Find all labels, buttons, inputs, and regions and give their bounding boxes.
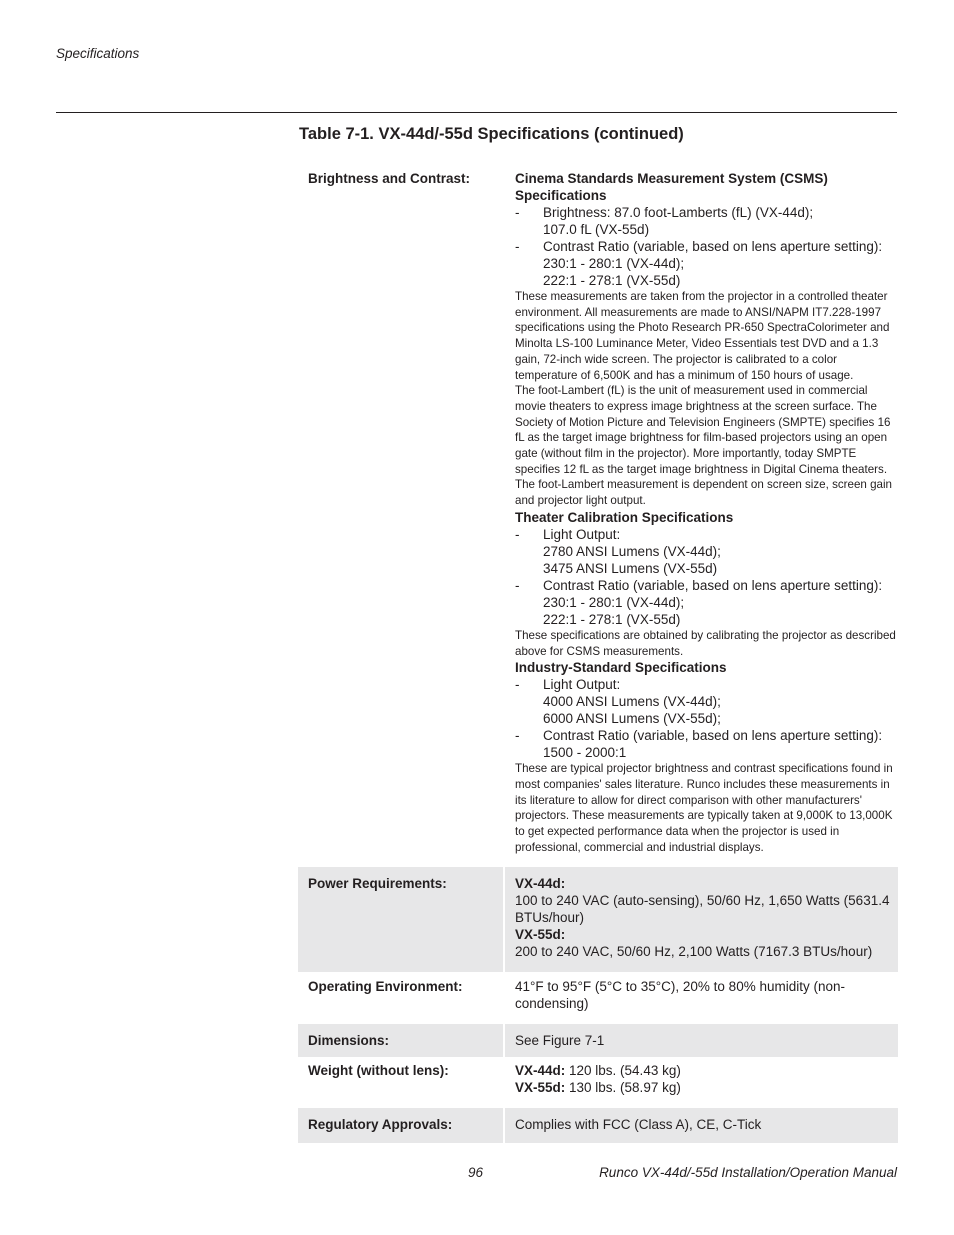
table-row-regulatory xyxy=(298,1108,898,1143)
bullet-line: 3475 ANSI Lumens (VX-55d) xyxy=(543,560,718,576)
theater-heading: Theater Calibration Specifications xyxy=(515,509,734,525)
table-row-dimensions xyxy=(298,1024,898,1057)
csms-note-measurements: These measurements are taken from the projector in a controlled theater environment. All measurements are made to ANSI/NAPM IT7.228-1997 specifications using the Photo Research PR-650 SpectraColorimeter and Minolta LS-100 Luminance Meter, Video Essentials test DVD and a 1.3 gain, 72-inch wide screen. The projector is calibrated to a color temperature of 6,500K and has a minimum of 150 hours of usage. xyxy=(515,290,890,382)
weight-value-55d: 130 lbs. (58.97 kg) xyxy=(565,1080,681,1096)
bullet-dash: - xyxy=(515,677,520,693)
bullet-line: 4000 ANSI Lumens (VX-44d); xyxy=(543,694,721,710)
row-label-power: Power Requirements: xyxy=(298,867,503,972)
industry-heading: Industry-Standard Specifications xyxy=(515,660,727,676)
row-label-regulatory: Regulatory Approvals: xyxy=(298,1108,503,1143)
bullet-line: Brightness: 87.0 foot-Lamberts (fL) (VX-44d); xyxy=(543,205,814,220)
bullet-line: 230:1 - 280:1 (VX-44d); xyxy=(543,594,685,610)
weight-model-44d: VX-44d: xyxy=(515,1063,566,1079)
weight-line-55d xyxy=(515,1079,898,1096)
bullet-line: 222:1 - 278:1 (VX-55d) xyxy=(543,611,681,627)
bullet-line: 107.0 fL (VX-55d) xyxy=(543,222,650,237)
industry-contrast-bullet xyxy=(515,727,898,761)
bullet-line: Light Output: xyxy=(543,677,621,693)
bullet-line: Contrast Ratio (variable, based on lens aperture setting): xyxy=(543,239,883,254)
weight-value-44d: 120 lbs. (54.43 kg) xyxy=(565,1063,681,1079)
row-label-environment: Operating Environment: xyxy=(308,979,463,995)
table-title: Table 7-1. VX-44d/-55d Specifications (continued) xyxy=(299,125,684,143)
table-row-power xyxy=(298,867,898,972)
power-model-55d: VX-55d: xyxy=(515,927,566,943)
csms-heading-line2: Specifications xyxy=(515,188,607,203)
row-value-weight xyxy=(503,1057,898,1108)
specifications-table xyxy=(298,168,898,1143)
bullet-dash: - xyxy=(515,577,520,593)
csms-heading xyxy=(515,170,898,204)
row-label-dimensions: Dimensions: xyxy=(298,1024,503,1057)
bullet-line: 230:1 - 280:1 (VX-44d); xyxy=(543,256,685,271)
bullet-line: Contrast Ratio (variable, based on lens aperture setting): xyxy=(543,577,883,593)
power-value-55d: 200 to 240 VAC, 50/60 Hz, 2,100 Watts (7167.3 BTUs/hour) xyxy=(515,944,873,960)
row-value-environment: 41°F to 95°F (5°C to 35°C), 20% to 80% humidity (non-condensing) xyxy=(503,972,898,1024)
csms-brightness-bullet xyxy=(515,204,898,238)
bullet-line: Light Output: xyxy=(543,526,621,542)
row-value-regulatory: Complies with FCC (Class A), CE, C-Tick xyxy=(503,1108,898,1143)
row-label-weight: Weight (without lens): xyxy=(308,1063,449,1079)
weight-line-44d xyxy=(515,1062,898,1079)
theater-note: These specifications are obtained by calibrating the projector as described above for CSMS measurements. xyxy=(515,628,896,658)
bullet-dash: - xyxy=(515,239,520,254)
power-model-44d: VX-44d: xyxy=(515,876,566,892)
bullet-dash: - xyxy=(515,205,520,220)
weight-model-55d: VX-55d: xyxy=(515,1080,566,1096)
row-value-brightness xyxy=(503,168,898,867)
csms-note-foot-lambert: The foot-Lambert (fL) is the unit of measurement used in commercial movie theaters to express image brightness at the screen surface. The Society of Motion Picture and Television Engineers (SMPTE) specifies 16 fL as the target image brightness for film-based projectors using an open gate (without film in the projector). More importantly, today SMPTE specifies 12 fL as the target image brightness in Digital Cinema theaters. The foot-Lambert measurement is dependent on screen size, screen gain and projector light output. xyxy=(515,384,893,508)
row-value-power xyxy=(503,867,898,972)
table-row-environment xyxy=(298,972,898,1024)
theater-contrast-bullet xyxy=(515,577,898,628)
running-header: Specifications xyxy=(56,46,140,61)
bullet-dash: - xyxy=(515,526,520,542)
bullet-line: Contrast Ratio (variable, based on lens aperture setting): xyxy=(543,728,883,744)
bullet-line: 222:1 - 278:1 (VX-55d) xyxy=(543,273,681,288)
power-value-44d: 100 to 240 VAC (auto-sensing), 50/60 Hz, 1,650 Watts (5631.4 BTUs/hour) xyxy=(515,893,890,926)
csms-contrast-bullet xyxy=(515,238,898,289)
table-row-brightness xyxy=(298,168,898,867)
industry-note: These are typical projector brightness and contrast specifications found in most companies' sales literature. Runco includes these measurements in its literature to allow for direct comparison with other manufacturers' projectors. These measurements are typically taken at 9,000K to 13,000K to get expected performance data when the projector is used in professional, commercial and industrial displays. xyxy=(515,762,893,854)
bullet-line: 1500 - 2000:1 xyxy=(543,745,627,761)
row-value-dimensions: See Figure 7-1 xyxy=(503,1024,898,1057)
theater-light-bullet xyxy=(515,526,898,577)
manual-title: Runco VX-44d/-55d Installation/Operation Manual xyxy=(599,1165,897,1180)
bullet-line: 2780 ANSI Lumens (VX-44d); xyxy=(543,543,721,559)
industry-light-bullet xyxy=(515,676,898,727)
bullet-line: 6000 ANSI Lumens (VX-55d); xyxy=(543,711,721,727)
row-label-brightness: Brightness and Contrast: xyxy=(308,171,471,186)
table-row-weight xyxy=(298,1057,898,1108)
csms-heading-line1: Cinema Standards Measurement System (CSMS) xyxy=(515,171,828,186)
bullet-dash: - xyxy=(515,728,520,744)
header-rule xyxy=(56,112,897,113)
page-number: 96 xyxy=(468,1165,484,1180)
